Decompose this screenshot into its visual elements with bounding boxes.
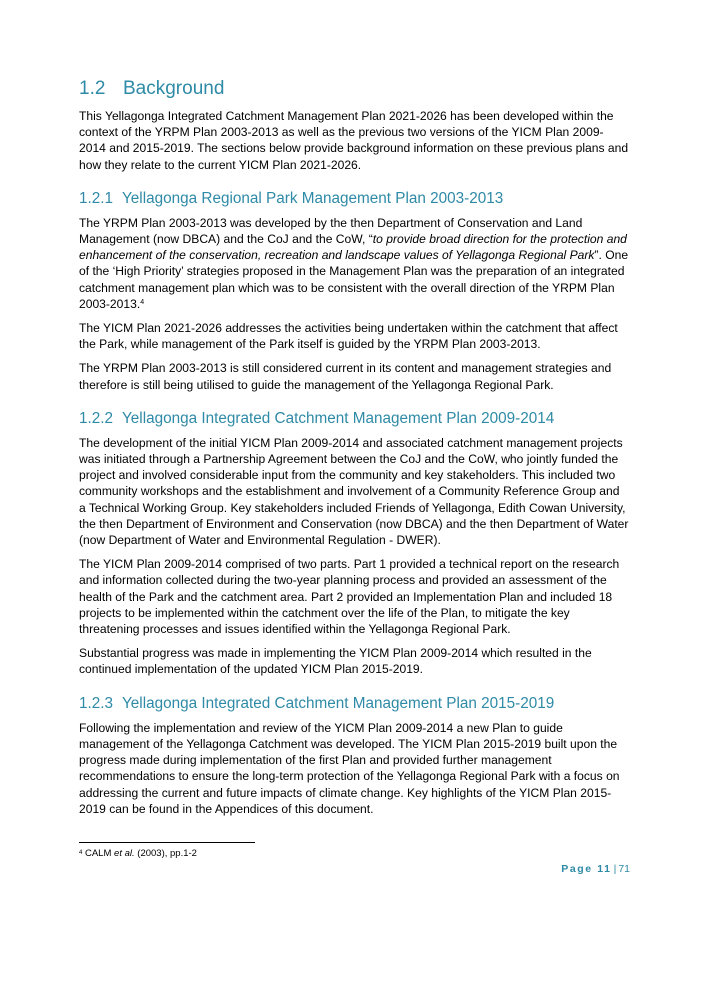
paragraph-yicm-addresses: The YICM Plan 2021-2026 addresses the activities being undertaken within the catchment that affect the Park, while management of the Park itself is guided by the YRPM Plan 2003-2013. (79, 321, 618, 352)
paragraph-progress: Substantial progress was made in implementing the YICM Plan 2009-2014 which resulted in the continued implementation of the updated YICM Plan 2015-2019. (79, 646, 592, 677)
section-number: 1.2 (79, 78, 106, 99)
section-title: Background (123, 78, 225, 99)
footnote-citation: (2003), pp.1-2 (134, 848, 197, 859)
paragraph-initial-development: The development of the initial YICM Plan 2009-2014 and associated catchment management projects was initiated through a Partnership Agreement between the CoJ and the CoW, who jointly funded the project and involved considerable input from the community and key stakeholders. This included two community workshops and the establishment and involvement of a Community Reference Group and a Technical Working Group. Key stakeholders included Friends of Yellagonga, Edith Cowan University, the then Department of Environment and Conservation (now DBCA) and the then Department of Water (now Department of Water and Environmental Regulation - DWER). (79, 435, 629, 548)
footnote (79, 848, 197, 860)
paragraph-new-plan: Following the implementation and review of the YICM Plan 2009-2014 a new Plan to guide management of the Yellagonga Catchment was developed. The YICM Plan 2015-2019 built upon the progress made during implementation of the first Plan and provided further management recommendations to ensure the long-term protection of the Yellagonga Regional Park with a focus on addressing the current and future impacts of climate change. Key highlights of the YICM Plan 2015-2019 can be found in the Appendices of this document. (79, 720, 620, 816)
footnote-number: 4 (79, 850, 83, 856)
subsection-number: 1.2.1 (79, 189, 114, 207)
subsection-title: Yellagonga Integrated Catchment Management Plan 2015-2019 (122, 694, 555, 712)
section-intro-paragraph: This Yellagonga Integrated Catchment Management Plan 2021-2026 has been developed within the context of the YRPM Plan 2003-2013 as well as the previous two versions of the YICM Plan 2009-2014 and 2015-2019. The sections below provide background information on these previous plans and how they relate to the current YICM Plan 2021-2026. (79, 109, 629, 172)
page-content (79, 78, 629, 825)
page-separator: | (613, 863, 617, 875)
subsection-number: 1.2.3 (79, 694, 114, 712)
page-number (520, 863, 630, 875)
page-label: Page (561, 863, 593, 875)
footnote-etal: et al. (114, 848, 135, 859)
subsection-heading-1-2-1 (79, 189, 629, 209)
subsection-title: Yellagonga Regional Park Management Plan 2003-2013 (122, 189, 504, 207)
page-current: 11 (597, 863, 612, 875)
footnote-reference[interactable]: 4 (140, 298, 145, 306)
footnote-divider (79, 842, 255, 843)
page-total: 71 (618, 863, 630, 875)
section-heading (79, 78, 629, 100)
text-run: The YRPM Plan 2003-2013 was developed by the then Department of Conservation and Land Management (now DBCA) and the CoJ and the CoW, “ (79, 215, 583, 247)
quoted-text: to provide broad direction for the protection and enhancement of the conservation, recreation and landscape values of Yellagonga Regional Park (79, 232, 627, 263)
subsection-title: Yellagonga Integrated Catchment Management Plan 2009-2014 (122, 409, 555, 427)
paragraph-yrpm-development (79, 215, 629, 312)
paragraph-yrpm-current: The YRPM Plan 2003-2013 is still considered current in its content and management strategies and therefore is still being utilised to guide the management of the Yellagonga Regional Park. (79, 361, 612, 392)
paragraph-two-parts: The YICM Plan 2009-2014 comprised of two parts. Part 1 provided a technical report on the research and information collected during the two-year planning process and provided an assessment of the health of the Park and the catchment area. Part 2 provided an Implementation Plan and included 18 projects to be implemented within the catchment over the life of the Plan, to mitigate the key threatening processes and issues identified within the Yellagonga Regional Park. (79, 557, 620, 637)
subsection-number: 1.2.2 (79, 409, 114, 427)
subsection-heading-1-2-3 (79, 694, 629, 714)
subsection-heading-1-2-2 (79, 409, 629, 429)
footnote-author: CALM (84, 848, 115, 859)
text-run: ”. One of the ‘High Priority’ strategies proposed in the Management Plan was the preparation of an integrated catchment management plan which was to be consistent with the overall direction of the YRPM Plan 2003-2013. (79, 248, 629, 311)
